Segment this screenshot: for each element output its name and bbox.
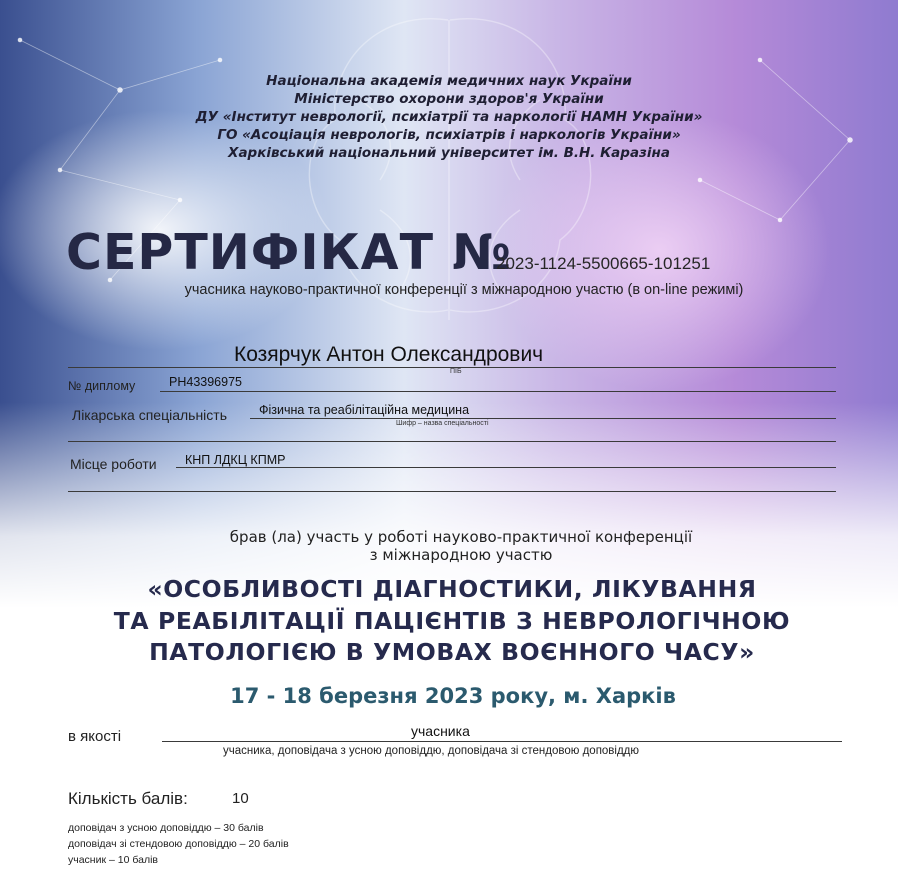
points-note-oral: доповідач з усною доповіддю – 30 балів <box>68 822 264 834</box>
specialty-underline <box>250 418 836 419</box>
specialty-label: Лікарська спеціальність <box>72 407 227 423</box>
specialty-hint: Шифр – назва спеціальності <box>396 420 489 427</box>
role-label: в якості <box>68 728 122 745</box>
certificate-subtitle: учасника науково-практичної конференції з міжнародною участю (в on-line режимі) <box>184 282 744 298</box>
conference-title-line-3: ПАТОЛОГІЄЮ В УМОВАХ ВОЄННОГО ЧАСУ» <box>149 638 755 666</box>
conference-title-line-1: «ОСОБЛИВОСТІ ДІАГНОСТИКИ, ЛІКУВАННЯ <box>147 575 757 603</box>
workplace-label: Місце роботи <box>70 456 157 472</box>
organization-3: ДУ «Інститут неврології, психіатрії та наркології НАМН України» <box>195 109 703 125</box>
points-value: 10 <box>232 790 249 807</box>
points-note-poster: доповідач зі стендовою доповіддю – 20 балів <box>68 838 289 850</box>
diploma-label: № диплому <box>68 379 136 393</box>
points-label: Кількість балів: <box>68 789 188 808</box>
role-value: учасника <box>411 723 470 739</box>
specialty-value: Фізична та реабілітаційна медицина <box>259 403 470 417</box>
organization-1: Національна академія медичних наук України <box>266 73 632 89</box>
workplace-value: КНП ЛДКЦ КПМР <box>185 453 286 467</box>
organization-2: Міністерство охорони здоров'я України <box>294 91 604 107</box>
diploma-underline <box>160 391 836 392</box>
points-note-participant: учасник – 10 балів <box>68 854 158 866</box>
name-hint: ПІБ <box>450 368 462 375</box>
participation-line-2: з міжнародною участю <box>369 546 553 564</box>
role-underline <box>162 741 842 742</box>
participation-line-1: брав (ла) участь у роботі науково-практичної конференції <box>229 528 693 546</box>
conference-date-place: 17 - 18 березня 2023 року, м. Харків <box>230 684 676 708</box>
certificate-title: СЕРТИФІКАТ № <box>66 224 513 281</box>
organization-4: ГО «Асоціація неврологів, психіатрів і наркологів України» <box>217 127 681 143</box>
organization-5: Харківський національний університет ім. В.Н. Каразіна <box>228 145 670 161</box>
workplace-underline <box>176 467 836 468</box>
role-hint: учасника, доповідача з усною доповіддю, доповідача зі стендовою доповіддю <box>223 745 640 757</box>
workplace-extra-line <box>68 491 836 492</box>
specialty-extra-line <box>68 441 836 442</box>
certificate-number: 2023-1124-5500665-101251 <box>496 254 711 273</box>
conference-title-line-2: ТА РЕАБІЛІТАЦІЇ ПАЦІЄНТІВ З НЕВРОЛОГІЧНОЮ <box>113 607 791 635</box>
holder-full-name: Козярчук Антон Олександрович <box>234 343 544 366</box>
diploma-value: РН43396975 <box>169 375 242 389</box>
